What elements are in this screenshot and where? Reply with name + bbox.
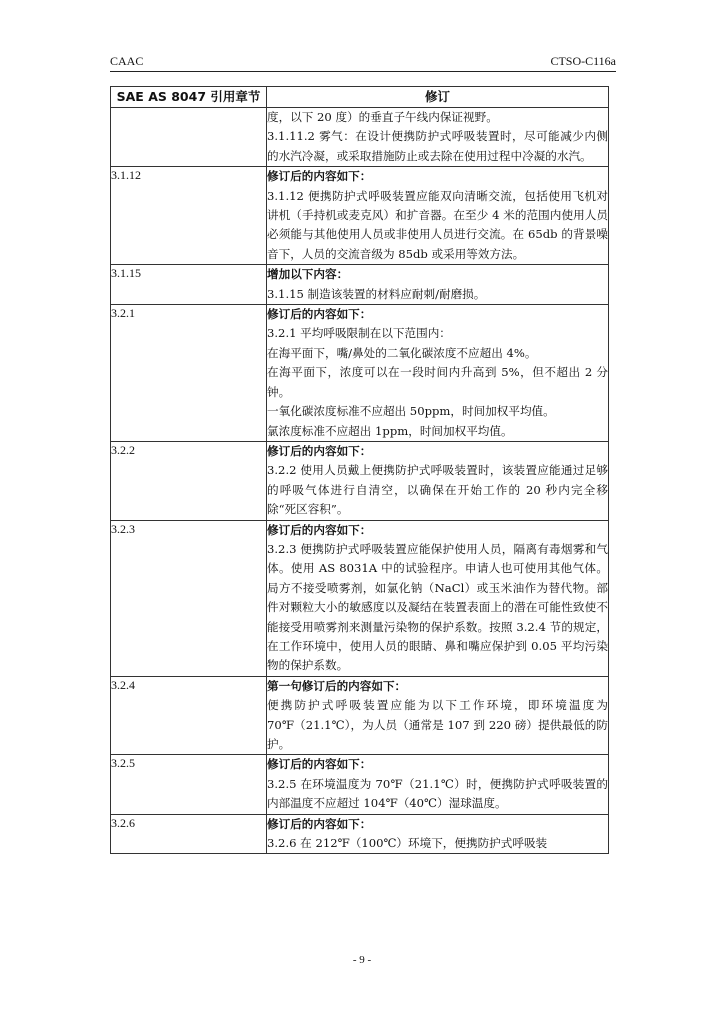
revision-heading: 修订后的内容如下： bbox=[267, 169, 372, 184]
revision-text: 氯浓度标准不应超出 1ppm，时间加权平均值。 bbox=[267, 423, 513, 438]
table-row bbox=[111, 441, 609, 520]
revision-text: 在海平面下，浓度可以在一段时间内升高到 5%，但不超出 2 分钟。 bbox=[267, 365, 608, 399]
revision-text: 度，以下 20 度）的垂直子午线内保证视野。 bbox=[267, 110, 498, 124]
table-row bbox=[111, 676, 609, 755]
section-cell: 3.1.15 bbox=[111, 265, 267, 305]
header-org: CAAC bbox=[110, 54, 144, 68]
revision-heading: 修订后的内容如下： bbox=[267, 757, 372, 772]
revision-cell bbox=[267, 676, 609, 755]
revision-heading: 修订后的内容如下： bbox=[267, 443, 372, 458]
revision-text: 便携防护式呼吸装置应能为以下工作环境，即环境温度为 70℉（21.1℃），为人员（通常是 107 到 220 磅）提供最低的防护。 bbox=[267, 698, 608, 751]
table-header-row bbox=[111, 87, 609, 108]
section-cell: 3.2.4 bbox=[111, 676, 267, 755]
section-cell: 3.2.6 bbox=[111, 814, 267, 854]
page-number: - 9 - bbox=[352, 954, 372, 966]
revision-text: 3.2.3 便携防护式呼吸装置应能保护使用人员，隔离有毒烟雾和气体。使用 AS 8031A 中的试验程序。申请人也可使用其他气体。局方不接受喷雾剂，如氯化钠（NaCl）或玉米油作为替代物。部件对颗粒大小的敏感度以及凝结在装置表面上的潜在可能性致使不能接受用喷雾剂来测量污染物的保护系数。按照 3.2.4 节的规定，在工作环境中，使用人员的眼睛、鼻和嘴应保护到 0.05 平均污染物的保护系数。 bbox=[267, 541, 608, 673]
header-rule bbox=[110, 71, 616, 72]
revision-heading: 修订后的内容如下： bbox=[267, 307, 372, 322]
table-row bbox=[111, 520, 609, 676]
revision-text: 3.2.2 使用人员戴上便携防护式呼吸装置时，该装置应能通过足够的呼吸气体进行自清空，以确保在开始工作的 20 秒内完全移除“死区容积”。 bbox=[267, 463, 608, 517]
revision-text: 3.2.1 平均呼吸限制在以下范围内： bbox=[267, 326, 451, 341]
revision-text: 在海平面下，嘴/鼻处的二氧化碳浓度不应超出 4%。 bbox=[267, 345, 537, 360]
table-row bbox=[111, 265, 609, 305]
revision-text: 3.1.12 便携防护式呼吸装置应能双向清晰交流，包括使用飞机对讲机（手持机或麦克风）和扩音器。在至少 4 米的范围内使用人员必须能与其他使用人员或非使用人员进行交流。在 65db 的背景噪音下，人员的交流音级为 85db 或采用等效方法。 bbox=[267, 188, 608, 261]
table-row bbox=[111, 167, 609, 265]
revision-cell bbox=[267, 108, 609, 167]
table-row bbox=[111, 305, 609, 442]
header-doc-id: CTSO-C116a bbox=[550, 54, 616, 68]
revision-heading: 修订后的内容如下： bbox=[267, 522, 372, 537]
revision-cell bbox=[267, 441, 609, 520]
revision-cell bbox=[267, 305, 609, 442]
revision-heading: 第一句修订后的内容如下： bbox=[267, 678, 407, 693]
section-cell: 3.2.5 bbox=[111, 755, 267, 814]
page-header bbox=[110, 50, 616, 72]
section-cell: 3.2.2 bbox=[111, 441, 267, 520]
section-cell: 3.2.1 bbox=[111, 305, 267, 442]
revision-text: 3.2.6 在 212℉（100℃）环境下，便携防护式呼吸装 bbox=[267, 836, 548, 851]
revision-cell bbox=[267, 265, 609, 305]
revision-text: 3.1.15 制造该装置的材料应耐刺/耐磨损。 bbox=[267, 286, 486, 301]
revision-cell bbox=[267, 167, 609, 265]
column-header-revision: 修订 bbox=[267, 87, 609, 108]
column-header-section: SAE AS 8047 引用章节 bbox=[111, 87, 267, 108]
revision-heading: 增加以下内容： bbox=[267, 267, 349, 282]
table-row bbox=[111, 108, 609, 167]
revision-cell bbox=[267, 814, 609, 854]
revision-cell bbox=[267, 520, 609, 676]
table-row bbox=[111, 755, 609, 814]
revision-text: 3.1.11.2 雾气：在设计便携防护式呼吸装置时，尽可能减少内侧的水汽冷凝，或采取措施防止或去除在使用过程中冷凝的水汽。 bbox=[267, 129, 608, 163]
revision-heading: 修订后的内容如下： bbox=[267, 816, 372, 831]
section-cell bbox=[111, 108, 267, 167]
section-cell: 3.1.12 bbox=[111, 167, 267, 265]
revision-text: 一氧化碳浓度标准不应超出 50ppm，时间加权平均值。 bbox=[267, 404, 555, 419]
revision-cell bbox=[267, 755, 609, 814]
revision-table bbox=[110, 86, 609, 854]
section-cell: 3.2.3 bbox=[111, 520, 267, 676]
table-row bbox=[111, 814, 609, 854]
revision-text: 3.2.5 在环境温度为 70℉（21.1℃）时，便携防护式呼吸装置的内部温度不应超过 104℉（40℃）湿球温度。 bbox=[267, 776, 608, 811]
